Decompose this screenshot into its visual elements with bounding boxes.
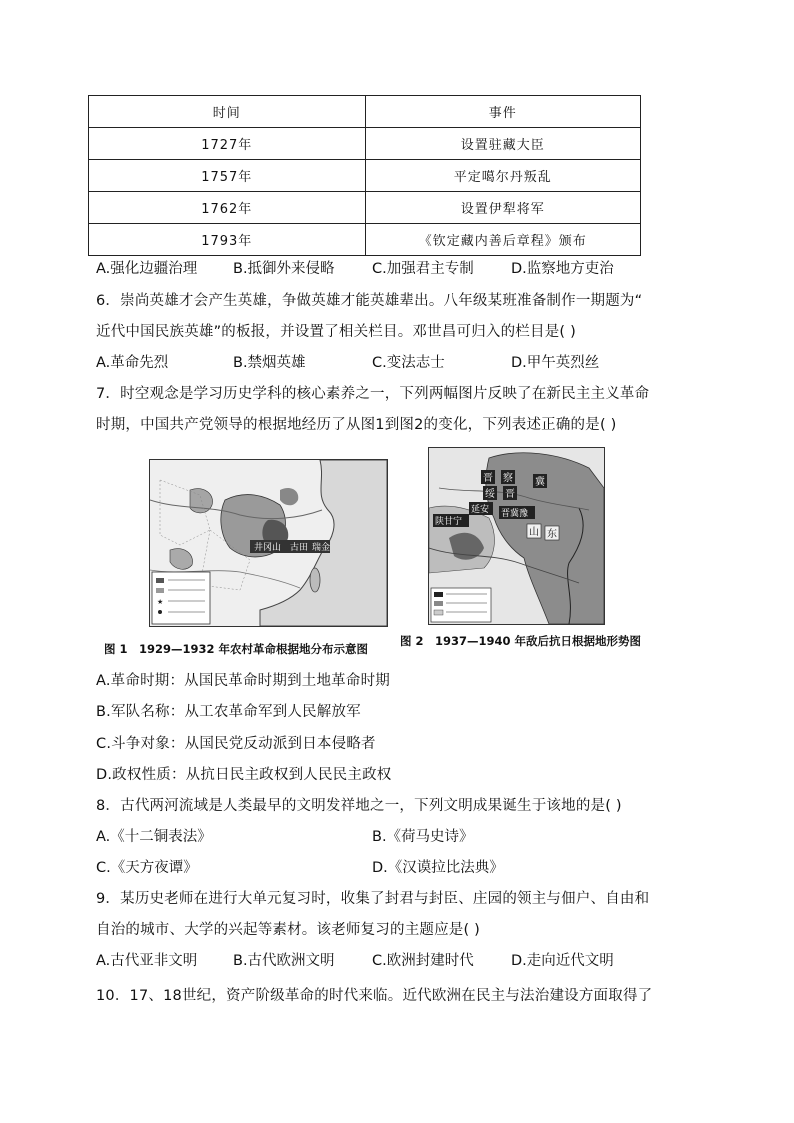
q10-stem-line1: 10．17、18世纪，资产阶级革命的时代来临。近代欧洲在民主与法治建设方面取得了 xyxy=(96,988,653,1004)
table-cell-event: 平定噶尔丹叛乱 xyxy=(365,160,640,192)
q8-option-a: A.《十二铜表法》 xyxy=(96,829,212,845)
q9-option-a: A.古代亚非文明 xyxy=(96,953,198,969)
q5-option-a: A.强化边疆治理 xyxy=(96,261,198,277)
q6-option-a: A.革命先烈 xyxy=(96,355,169,371)
svg-text:★: ★ xyxy=(157,598,164,606)
q8-stem-line1: 8．古代两河流域是人类最早的文明发祥地之一，下列文明成果诞生于该地的是( ) xyxy=(96,798,622,814)
table-cell-event: 设置驻藏大臣 xyxy=(365,128,640,160)
q5-option-b: B.抵御外来侵略 xyxy=(233,261,335,277)
map-2-label-shaanganning: 陕甘宁 xyxy=(435,517,463,527)
map-1-label-ruijin: 瑞金 xyxy=(312,543,331,553)
table-row xyxy=(89,128,641,160)
table-cell-year: 1727年 xyxy=(89,128,366,160)
map-2-label-yanan: 延安 xyxy=(471,505,490,515)
q5-option-d: D.监察地方吏治 xyxy=(511,261,614,277)
map-2-label-shan: 山 xyxy=(529,527,539,538)
q9-stem-line2: 自治的城市、大学的兴起等素材。该老师复习的主题应是( ) xyxy=(96,922,481,938)
table-cell-year: 1762年 xyxy=(89,192,366,224)
q6-option-b: B.禁烟英雄 xyxy=(233,355,306,371)
q6-stem-line2: 近代中国民族英雄”的板报，并设置了相关栏目。邓世昌可归入的栏目是( ) xyxy=(96,324,576,340)
table-row xyxy=(89,160,641,192)
q7-stem-line1: 7．时空观念是学习历史学科的核心素养之一，下列两幅图片反映了在新民主主义革命 xyxy=(96,386,650,402)
table-header-time: 时间 xyxy=(89,96,366,128)
q9-option-c: C.欧洲封建时代 xyxy=(372,953,474,969)
figure-1-map xyxy=(149,459,388,627)
figure-2-map xyxy=(428,447,605,625)
map-2-label-sui: 绥 xyxy=(485,489,495,500)
q7-stem-line2: 时期，中国共产党领导的根据地经历了从图1到图2的变化，下列表述正确的是( ) xyxy=(96,417,617,433)
table-header-row xyxy=(89,96,641,128)
table-row xyxy=(89,192,641,224)
map-2-label-jinjiyu: 晋冀豫 xyxy=(501,509,529,519)
map-2-label-cha: 察 xyxy=(503,473,513,484)
q5-option-c: C.加强君主专制 xyxy=(372,261,474,277)
event-table xyxy=(88,95,641,256)
map-2-graphic xyxy=(429,448,604,624)
table-header-event: 事件 xyxy=(365,96,640,128)
figure-1-caption: 图 1 1929—1932 年农村革命根据地分布示意图 xyxy=(104,642,369,656)
q8-option-d: D.《汉谟拉比法典》 xyxy=(372,860,504,876)
table-cell-year: 1793年 xyxy=(89,224,366,256)
q6-option-d: D.甲午英烈丝 xyxy=(511,355,600,371)
table-row xyxy=(89,224,641,256)
q9-option-b: B.古代欧洲文明 xyxy=(233,953,335,969)
map-1-label-gutian: 古田 xyxy=(290,543,309,553)
figure-2-caption: 图 2 1937—1940 年敌后抗日根据地形势图 xyxy=(400,634,642,648)
map-2-label-dong: 东 xyxy=(547,529,557,540)
map-1-graphic xyxy=(150,460,387,626)
map-2-label-ji: 冀 xyxy=(535,477,545,488)
table-cell-event: 设置伊犁将军 xyxy=(365,192,640,224)
map-1-label-jinggangshan: 井冈山 xyxy=(254,543,282,553)
q8-option-c: C.《天方夜谭》 xyxy=(96,860,198,876)
table-cell-event: 《钦定藏内善后章程》颁布 xyxy=(365,224,640,256)
map-2-label-jin-2: 晋 xyxy=(505,489,515,500)
q9-stem-line1: 9．某历史老师在进行大单元复习时，收集了封君与封臣、庄园的领主与佃户、自由和 xyxy=(96,891,650,907)
table-cell-year: 1757年 xyxy=(89,160,366,192)
q7-option-d: D.政权性质：从抗日民主政权到人民民主政权 xyxy=(96,767,392,783)
q7-option-c: C.斗争对象：从国民党反动派到日本侵略者 xyxy=(96,736,376,752)
q6-option-c: C.变法志士 xyxy=(372,355,445,371)
map-2-label-jin: 晋 xyxy=(483,473,493,484)
q9-option-d: D.走向近代文明 xyxy=(511,953,614,969)
q7-option-a: A.革命时期：从国民革命时期到土地革命时期 xyxy=(96,673,390,689)
q6-stem-line1: 6．崇尚英雄才会产生英雄，争做英雄才能英雄辈出。八年级某班准备制作一期题为“ xyxy=(96,293,643,309)
q7-option-b: B.军队名称：从工农革命军到人民解放军 xyxy=(96,704,361,720)
q8-option-b: B.《荷马史诗》 xyxy=(372,829,474,845)
